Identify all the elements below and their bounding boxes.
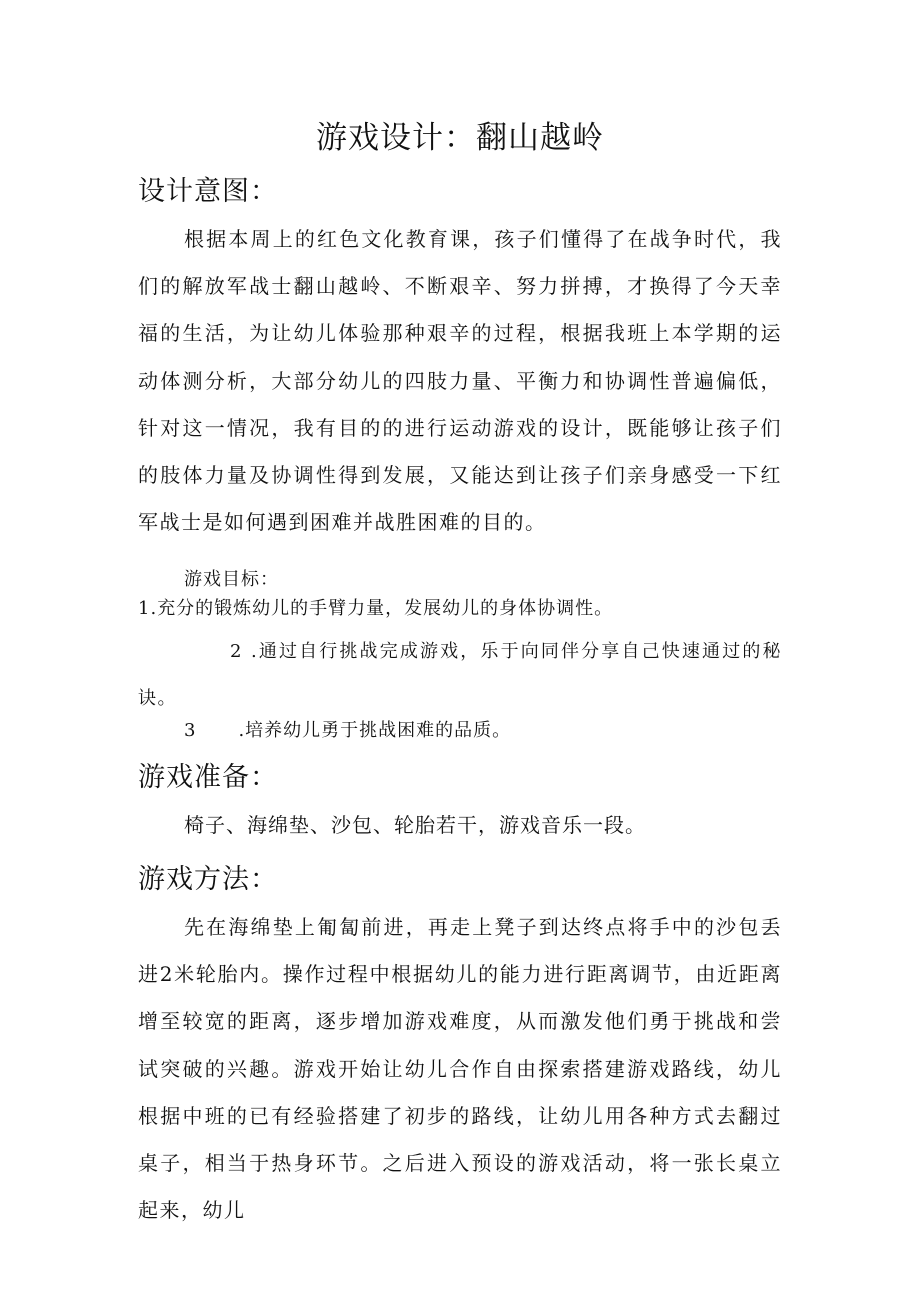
method-heading: 游戏方法： [138, 864, 278, 895]
goal-item-1 [138, 594, 613, 624]
preparation-heading: 游戏准备： [138, 762, 278, 793]
method-paragraph: 先在海绵垫上匍匐前进，再走上凳子到达终点将手中的沙包丢进2米轮胎内。操作过程中根据幼儿的能力进行距离调节，由近距离增至较宽的距离，逐步增加游戏难度，从而激发他们勇于挑战和尝试突破的兴趣。游戏开始让幼儿合作自由探索搭建游戏路线，幼儿根据中班的已有经验搭建了初步的路线，让幼儿用各种方式去翻过桌子，相当于热身环节。之后进入预设的游戏活动，将一张长桌立起来，幼儿 [138, 915, 782, 1223]
goal-number: 2 [230, 641, 243, 662]
goal-text: .培养幼儿勇于挑战困难的品质。 [238, 720, 512, 741]
goal-item-3 [138, 716, 511, 746]
goal-number: 3 [184, 720, 197, 741]
intent-paragraph: 根据本周上的红色文化教育课，孩子们懂得了在战争时代，我们的解放军战士翻山越岭、不断艰辛、努力拼搏，才换得了今天幸福的生活，为让幼儿体验那种艰辛的过程，根据我班上本学期的运动体测分析，大部分幼儿的四肢力量、平衡力和协调性普遍偏低，针对这一情况，我有目的的进行运动游戏的设计，既能够让孩子们的肢体力量及协调性得到发展，又能达到让孩子们亲身感受一下红军战士是如何遇到困难并战胜困难的目的。 [138, 227, 782, 535]
goal-text: .通过自行挑战完成游戏，乐于向同伴分享自己快速通过的秘诀。 [138, 641, 782, 709]
page-title: 游戏设计：翻山越岭 [316, 120, 604, 156]
goal-item-2 [138, 628, 782, 722]
goal-number: 1. [138, 598, 158, 619]
goal-text: 充分的锻炼幼儿的手臂力量，发展幼儿的身体协调性。 [157, 598, 614, 619]
preparation-paragraph: 椅子、海绵垫、沙包、轮胎若干，游戏音乐一段。 [184, 813, 646, 837]
intent-heading: 设计意图： [138, 176, 278, 207]
goals-heading: 游戏目标： [184, 569, 279, 590]
